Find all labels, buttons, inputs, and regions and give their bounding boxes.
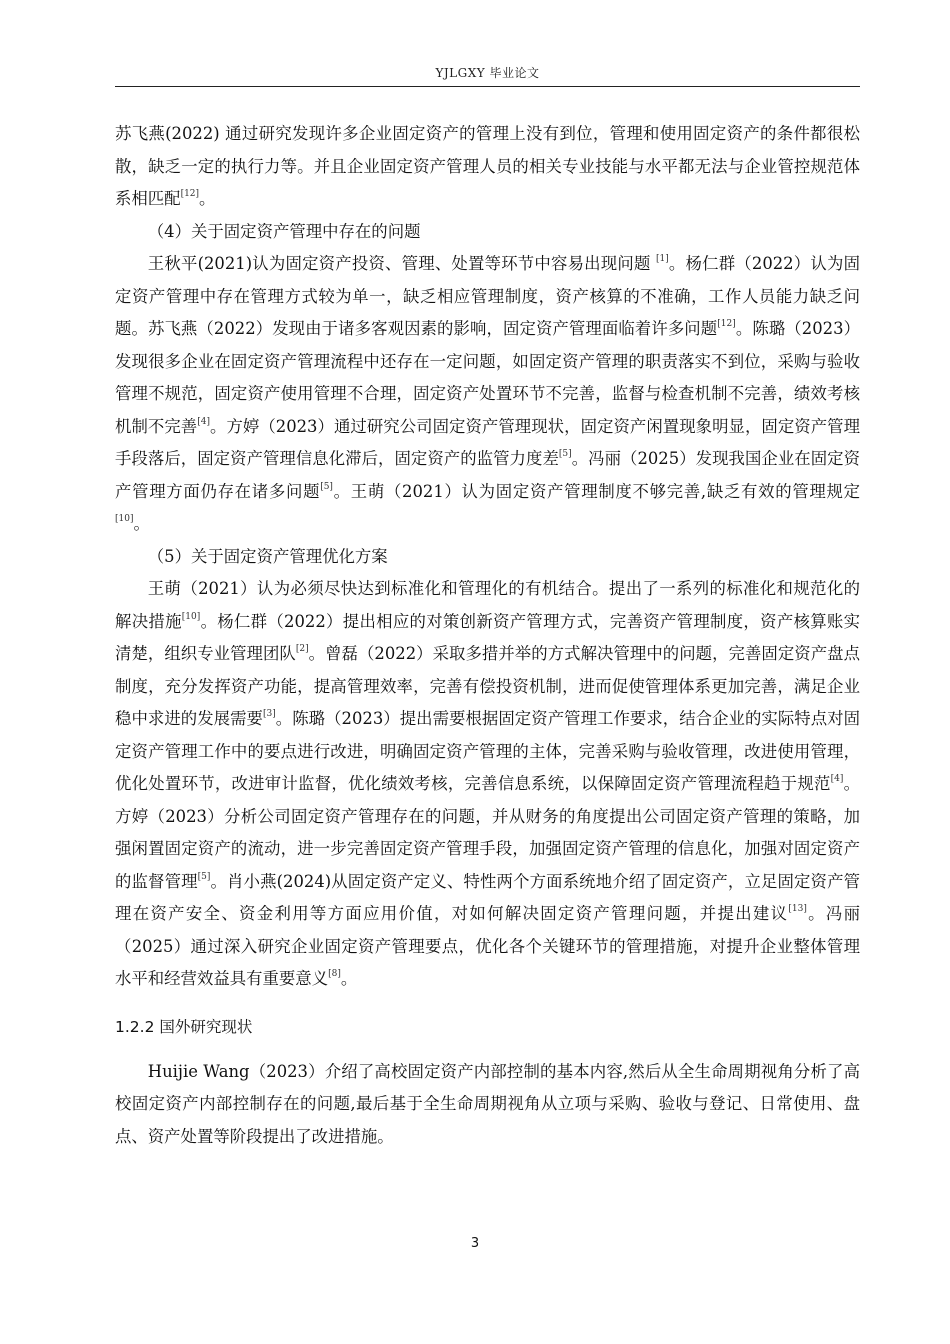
paragraph-text: 。王萌（2021）认为固定资产管理制度不够完善,缺乏有效的管理规定 <box>332 481 861 501</box>
paragraph-2 <box>115 248 860 541</box>
citation-ref: [12] <box>180 189 200 199</box>
citation-ref: [3] <box>262 709 276 719</box>
document-body <box>115 118 860 1153</box>
citation-ref: [4] <box>197 416 210 427</box>
citation-ref: [2] <box>295 644 309 654</box>
citation-ref: [4] <box>830 774 844 784</box>
citation-ref: [13] <box>788 904 807 914</box>
paragraph-1 <box>115 118 860 216</box>
citation-ref: [5] <box>320 481 333 492</box>
page-number: 3 <box>470 1236 480 1251</box>
paragraph-text: 王萌（2021）认为必须尽快达到标准化和管理化的有机结合。提出了一系列的标准化和规范化的解决措施 <box>115 579 860 631</box>
paragraph-text: 。陈璐（2023）提出需要根据固定资产管理工作要求，结合企业的实际特点对固定资产管理工作中的要点进行改进，明确固定资产管理的主体，完善采购与验收管理，改进使用管理，优化处置环节，改进审计监督，优化绩效考核，完善信息系统，以保障固定资产管理流程趋于规范 <box>115 709 861 793</box>
paragraph-text: 王秋平(2021)认为固定资产投资、管理、处置等环节中容易出现问题 <box>147 254 656 273</box>
paragraph-text: 。方婷（2023）分析公司固定资产管理存在的问题，并从财务的角度提出公司固定资产管理的策略，加强闲置固定资产的流动，进一步完善固定资产管理手段，加强固定资产管理的信息化，加强对固定资产的监督管理 <box>115 774 861 891</box>
paragraph-text: 。杨仁群（2022）认为固定资产管理中存在管理方式较为单一，缺乏相应管理制度，资产核算的不准确，工作人员能力缺乏问题。苏飞燕（2022）发现由于诸多客观因素的影响，固定资产管理面临着许多问题 <box>115 254 860 338</box>
citation-ref: [12] <box>717 319 736 329</box>
header-rule <box>115 86 860 87</box>
paragraph-text: 。冯丽（2025）发现我国企业在固定资产管理方面仍存在诸多问题 <box>115 449 861 501</box>
citation-ref: [5] <box>558 449 572 459</box>
paragraph-text: 。 <box>199 189 216 208</box>
subheading-5: （5）关于固定资产管理优化方案 <box>147 546 388 566</box>
citation-ref: [1] <box>655 254 669 264</box>
citation-ref: [5] <box>197 871 211 882</box>
paragraph-4: Huijie Wang（2023）介绍了高校固定资产内部控制的基本内容,然后从全生命周期视角分析了高校固定资产内部控制存在的问题,最后基于全生命周期视角从立项与采购、验收与登记、日常使用、盘点、资产处置等阶段提出了改进措施。 <box>115 1061 860 1146</box>
citation-ref: [10] <box>115 514 134 524</box>
paragraph-text: 。 <box>340 969 358 988</box>
running-header: YJLGXY 毕业论文 <box>435 66 540 80</box>
subheading-4: （4）关于固定资产管理中存在的问题 <box>147 221 421 241</box>
paragraph-text: 。曾磊（2022）采取多措并举的方式解决管理中的问题，完善固定资产盘点制度，充分发挥资产功能，提高管理效率，完善有偿投资机制，进而促使管理体系更加完善，满足企业稳中求进的发展需要 <box>115 644 860 728</box>
paragraph-text: 。 <box>133 514 150 533</box>
paragraph-text: 。方婷（2023）通过研究公司固定资产管理现状，固定资产闲置现象明显，固定资产管理手段落后，固定资产管理信息化滞后，固定资产的监管力度差 <box>115 416 860 468</box>
paragraph-text: 。杨仁群（2022）提出相应的对策创新资产管理方式，完善资产管理制度，资产核算账实清楚，组织专业管理团队 <box>115 611 860 663</box>
paragraph-text: 。冯丽（2025）通过深入研究企业固定资产管理要点，优化各个关键环节的管理措施，对提升企业整体管理水平和经营效益具有重要意义 <box>115 904 861 988</box>
paragraph-text: 苏飞燕(2022) 通过研究发现许多企业固定资产的管理上没有到位，管理和使用固定资产的条件都很松散，缺乏一定的执行力等。并且企业固定资产管理人员的相关专业技能与水平都无法与企业管控规范体系相匹配 <box>115 124 860 208</box>
paragraph-text: 。陈璐（2023）发现很多企业在固定资产管理流程中还存在一定问题，如固定资产管理的职责落实不到位，采购与验收管理不规范，固定资产使用管理不合理，固定资产处置环节不完善，监督与检查机制不完善，绩效考核机制不完善 <box>115 319 860 436</box>
paragraph-text: 。肖小燕(2024)从固定资产定义、特性两个方面系统地介绍了固定资产，立足固定资产管理在资产安全、资金利用等方面应用价值，对如何解决固定资产管理问题，并提出建议 <box>115 871 861 923</box>
citation-ref: [8] <box>328 969 341 979</box>
section-heading: 1.2.2 国外研究现状 <box>115 1017 253 1036</box>
citation-ref: [10] <box>181 611 201 622</box>
paragraph-3 <box>115 573 860 996</box>
